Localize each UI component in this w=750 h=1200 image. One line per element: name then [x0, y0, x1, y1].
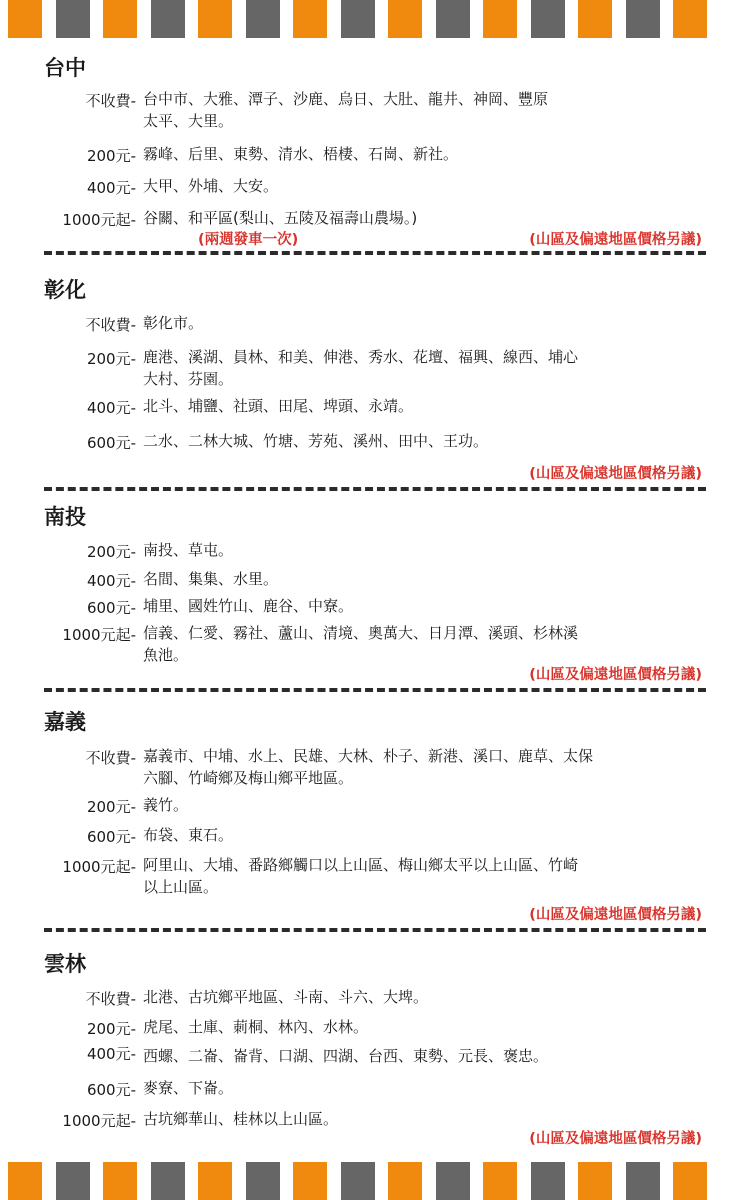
stripe-block — [151, 1162, 185, 1200]
top-stripe-border — [0, 0, 750, 38]
mountain-area-note: (山區及偏遠地區價格另議) — [529, 232, 702, 248]
region-title-nantou: 南投 — [44, 505, 86, 529]
mountain-area-note: (山區及偏遠地區價格另議) — [529, 1131, 702, 1147]
price-label: 200元- — [86, 543, 136, 561]
stripe-block — [341, 1162, 375, 1200]
stripe-block — [151, 0, 185, 38]
stripe-block — [341, 0, 375, 38]
stripe-block — [436, 0, 470, 38]
mountain-area-note: (山區及偏遠地區價格另議) — [529, 466, 702, 482]
area-list: 二水、二林大城、竹塘、芳苑、溪州、田中、王功。 — [143, 432, 489, 450]
area-list: 谷關、和平區(梨山、五陵及福壽山農場。) — [143, 209, 418, 227]
area-list: 阿里山、大埔、番路鄉觸口以上山區、梅山鄉太平以上山區、竹崎 以上山區。 — [143, 856, 579, 896]
stripe-block — [673, 1162, 707, 1200]
stripe-block — [293, 1162, 327, 1200]
stripe-block — [388, 0, 422, 38]
area-list: 南投、草屯。 — [143, 541, 234, 559]
price-label: 不收費- — [85, 990, 136, 1008]
stripe-block — [246, 1162, 280, 1200]
bottom-stripe-border — [0, 1162, 750, 1200]
price-label: 400元- — [86, 399, 136, 417]
price-label: 不收費- — [85, 749, 136, 767]
area-list: 北港、古坑鄉平地區、斗南、斗六、大埤。 — [143, 988, 429, 1006]
stripe-block — [198, 0, 232, 38]
stripe-block — [578, 1162, 612, 1200]
price-label: 400元- — [86, 179, 136, 197]
area-list: 信義、仁愛、霧社、蘆山、清境、奧萬大、日月潭、溪頭、杉林溪 魚池。 — [143, 624, 579, 664]
stripe-block — [8, 1162, 42, 1200]
area-list: 彰化市。 — [143, 314, 204, 332]
price-label: 1000元起- — [62, 211, 136, 229]
mountain-area-note: (山區及偏遠地區價格另議) — [529, 667, 702, 683]
stripe-block — [56, 1162, 90, 1200]
section-divider — [44, 251, 706, 255]
stripe-block — [56, 0, 90, 38]
price-label: 600元- — [86, 828, 136, 846]
price-label: 600元- — [86, 599, 136, 617]
area-list: 布袋、東石。 — [143, 826, 234, 844]
price-label: 不收費- — [85, 92, 136, 110]
area-list: 大甲、外埔、大安。 — [143, 177, 279, 195]
price-label: 400元- — [86, 572, 136, 590]
price-label: 200元- — [86, 798, 136, 816]
stripe-block — [293, 0, 327, 38]
area-list: 西螺、二崙、崙背、口湖、四湖、台西、東勢、元長、褒忠。 — [143, 1047, 549, 1065]
price-label: 1000元起- — [62, 858, 136, 876]
price-label: 1000元起- — [62, 626, 136, 644]
price-label: 不收費- — [85, 316, 136, 334]
price-label: 600元- — [86, 1081, 136, 1099]
dispatch-frequency-note: (兩週發車一次) — [198, 232, 299, 248]
area-list: 北斗、埔鹽、社頭、田尾、埤頭、永靖。 — [143, 397, 414, 415]
stripe-block — [246, 0, 280, 38]
stripe-block — [436, 1162, 470, 1200]
section-divider — [44, 487, 706, 491]
price-label: 200元- — [86, 147, 136, 165]
stripe-block — [483, 0, 517, 38]
stripe-block — [8, 0, 42, 38]
area-list: 義竹。 — [143, 796, 189, 814]
area-list: 嘉義市、中埔、水上、民雄、大林、朴子、新港、溪口、鹿草、太保 六腳、竹崎鄉及梅山鄉平地區。 — [143, 747, 594, 787]
stripe-block — [626, 1162, 660, 1200]
stripe-block — [673, 0, 707, 38]
stripe-block — [626, 0, 660, 38]
price-label: 200元- — [86, 350, 136, 368]
section-divider — [44, 928, 706, 932]
stripe-block — [483, 1162, 517, 1200]
area-list: 埔里、國姓竹山、鹿谷、中寮。 — [143, 597, 354, 615]
stripe-block — [103, 1162, 137, 1200]
area-list: 虎尾、土庫、莿桐、林內、水林。 — [143, 1018, 369, 1036]
region-title-yunlin: 雲林 — [44, 952, 86, 976]
area-list: 台中市、大雅、潭子、沙鹿、烏日、大肚、龍井、神岡、豐原 太平、大里。 — [143, 90, 549, 130]
price-label: 600元- — [86, 434, 136, 452]
area-list: 古坑鄉華山、桂林以上山區。 — [143, 1110, 339, 1128]
region-title-chiayi: 嘉義 — [44, 710, 86, 734]
region-title-taichung: 台中 — [44, 56, 86, 80]
stripe-block — [531, 0, 565, 38]
stripe-block — [198, 1162, 232, 1200]
section-divider — [44, 688, 706, 692]
mountain-area-note: (山區及偏遠地區價格另議) — [529, 907, 702, 923]
area-list: 霧峰、后里、東勢、清水、梧棲、石崗、新社。 — [143, 145, 459, 163]
stripe-block — [578, 0, 612, 38]
stripe-block — [531, 1162, 565, 1200]
area-list: 麥寮、下崙。 — [143, 1079, 234, 1097]
price-label: 1000元起- — [62, 1112, 136, 1130]
area-list: 鹿港、溪湖、員林、和美、伸港、秀水、花壇、福興、線西、埔心 大村、芬園。 — [143, 348, 579, 388]
stripe-block — [388, 1162, 422, 1200]
stripe-block — [103, 0, 137, 38]
region-title-changhua: 彰化 — [44, 278, 86, 302]
area-list: 名間、集集、水里。 — [143, 570, 279, 588]
price-label: 400元- — [86, 1045, 136, 1063]
price-label: 200元- — [86, 1020, 136, 1038]
